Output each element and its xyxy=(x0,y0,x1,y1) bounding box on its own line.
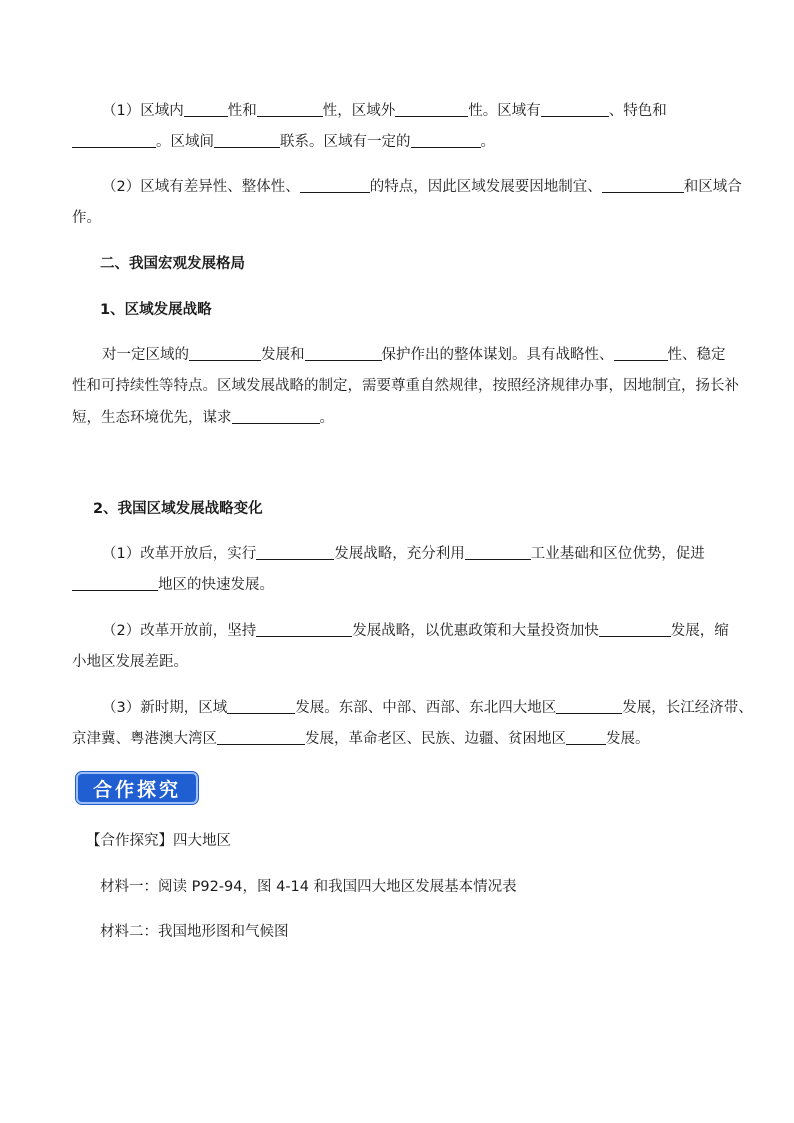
fill-blank[interactable] xyxy=(256,544,334,560)
material-1: 材料一：阅读 P92-94，图 4-14 和我国四大地区发展基本情况表 xyxy=(100,879,517,895)
fill-blank[interactable] xyxy=(599,621,671,637)
fill-blank[interactable] xyxy=(556,698,622,714)
strategy-line-2: 性和可持续性等特点。区域发展战略的制定，需要尊重自然规律，按照经济规律办事，因地制宜，扬长补 xyxy=(72,378,739,394)
fill-blank[interactable] xyxy=(189,345,261,361)
fill-blank[interactable] xyxy=(227,698,295,714)
fill-blank[interactable] xyxy=(72,132,156,148)
cooperative-inquiry-badge: 合作探究 xyxy=(76,772,198,804)
fill-blank[interactable] xyxy=(300,177,370,193)
fill-blank[interactable] xyxy=(214,132,280,148)
fill-blank[interactable] xyxy=(217,729,305,745)
fill-blank[interactable] xyxy=(395,101,468,117)
change-1-line-1: （1）改革开放后，实行 发展战略，充分利用 工业基础和区位优势，促进 xyxy=(102,546,705,562)
change-3-line-2: 京津冀、粤港澳大湾区 发展，革命老区、民族、边疆、贫困地区 发展。 xyxy=(72,731,650,747)
change-3-line-1: （3）新时期，区域 发展。东部、中部、西部、东北四大地区 发展，长江经济带、 xyxy=(102,700,753,716)
change-1-line-2: 地区的快速发展。 xyxy=(72,575,720,595)
material-2: 材料二：我国地形图和气候图 xyxy=(100,924,289,940)
fill-blank[interactable] xyxy=(184,101,228,117)
heading-strategy-changes: 2、我国区域发展战略变化 xyxy=(93,501,263,517)
fill-blank[interactable] xyxy=(541,101,609,117)
section-1-line-2: 。区域间 联系。区域有一定的 。 xyxy=(72,132,720,152)
section-2-line-1: （2）区域有差异性、整体性、 的特点，因此区域发展要因地制宜、 和区域合 xyxy=(102,179,742,195)
heading-regional-strategy: 1、区域发展战略 xyxy=(100,302,212,318)
strategy-line-3: 短，生态环境优先，谋求 。 xyxy=(72,410,334,426)
fill-blank[interactable] xyxy=(411,132,481,148)
change-2-line-2: 小地区发展差距。 xyxy=(72,654,188,670)
fill-blank[interactable] xyxy=(465,544,531,560)
fill-blank[interactable] xyxy=(566,729,606,745)
change-2-line-1: （2）改革开放前，坚持 发展战略，以优惠政策和大量投资加快 发展，缩 xyxy=(102,623,729,639)
section-2-line-2: 作。 xyxy=(72,210,101,226)
fill-blank[interactable] xyxy=(232,408,320,424)
fill-blank[interactable] xyxy=(72,575,158,591)
fill-blank[interactable] xyxy=(257,101,323,117)
section-1-line-1: （1）区域内 性和 性，区域外 性。区域有 、特色和 xyxy=(102,103,667,119)
fill-blank[interactable] xyxy=(614,345,668,361)
fill-blank[interactable] xyxy=(256,621,352,637)
strategy-line-1: 对一定区域的 发展和 保护作出的整体谋划。具有战略性、 性、稳定 xyxy=(102,347,726,363)
heading-macro-pattern: 二、我国宏观发展格局 xyxy=(100,256,245,272)
fill-blank[interactable] xyxy=(602,177,684,193)
fill-blank[interactable] xyxy=(305,345,382,361)
coop-title: 【合作探究】四大地区 xyxy=(86,833,231,849)
